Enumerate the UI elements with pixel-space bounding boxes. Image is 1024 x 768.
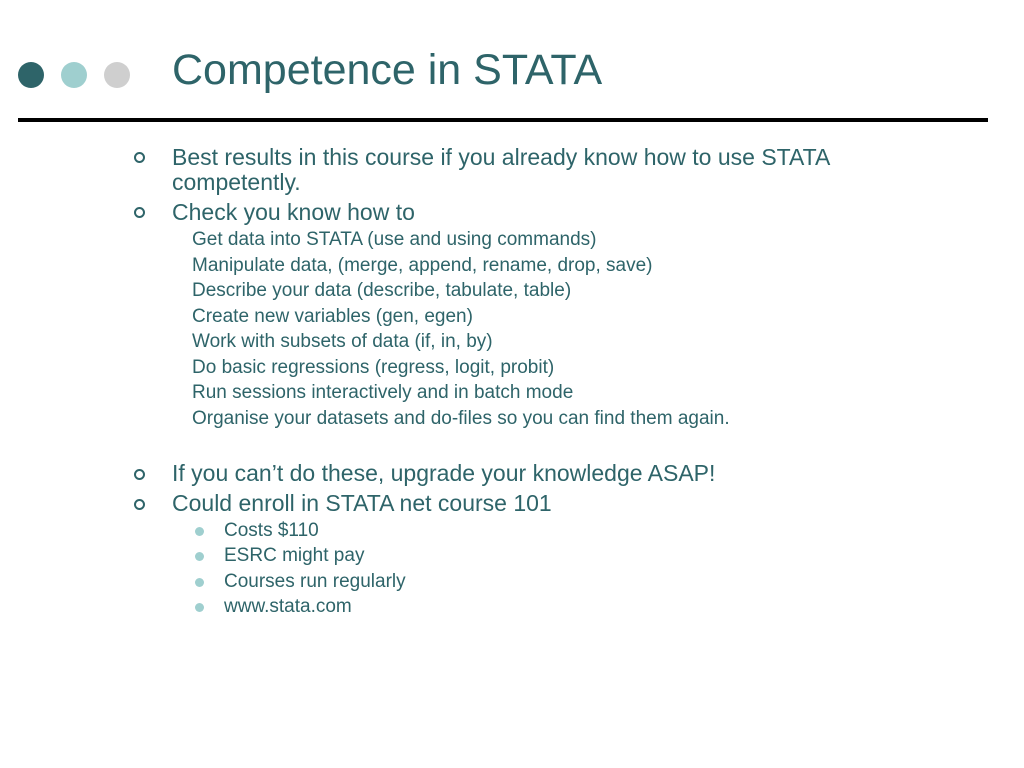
slide-title: Competence in STATA: [172, 46, 603, 94]
sub-item: Create new variables (gen, egen): [192, 306, 473, 327]
sub-item: Organise your datasets and do-files so you can find them again.: [192, 408, 730, 429]
sub-item: ESRC might pay: [224, 545, 365, 566]
bullet-4-text: Could enroll in STATA net course 101: [172, 490, 552, 516]
sub-item: Do basic regressions (regress, logit, probit): [192, 357, 555, 378]
bullet-1-line-2: competently.: [172, 169, 301, 195]
sub-item: Manipulate data, (merge, append, rename, drop, save): [192, 255, 653, 276]
dot-bullet-icon: [195, 527, 204, 536]
ring-bullet-icon: [134, 499, 145, 510]
bullet-3-text: If you can’t do these, upgrade your knowledge ASAP!: [172, 460, 716, 486]
dot-bullet-icon: [195, 552, 204, 561]
sub-item: Describe your data (describe, tabulate, table): [192, 280, 572, 301]
bullet-1-line-1: Best results in this course if you already know how to use STATA: [172, 144, 831, 170]
ring-bullet-icon: [134, 152, 145, 163]
sub-item: Run sessions interactively and in batch mode: [192, 382, 574, 403]
sub-item: Costs $110: [224, 520, 319, 541]
sub-item: Work with subsets of data (if, in, by): [192, 331, 493, 352]
dot-bullet-icon: [195, 578, 204, 587]
ring-bullet-icon: [134, 207, 145, 218]
ring-bullet-icon: [134, 469, 145, 480]
sub-item: Courses run regularly: [224, 571, 406, 592]
sub-item: Get data into STATA (use and using commands): [192, 229, 597, 250]
sub-item-link: www.stata.com: [224, 596, 352, 617]
bullet-2-text: Check you know how to: [172, 199, 415, 225]
dot-bullet-icon: [195, 603, 204, 612]
